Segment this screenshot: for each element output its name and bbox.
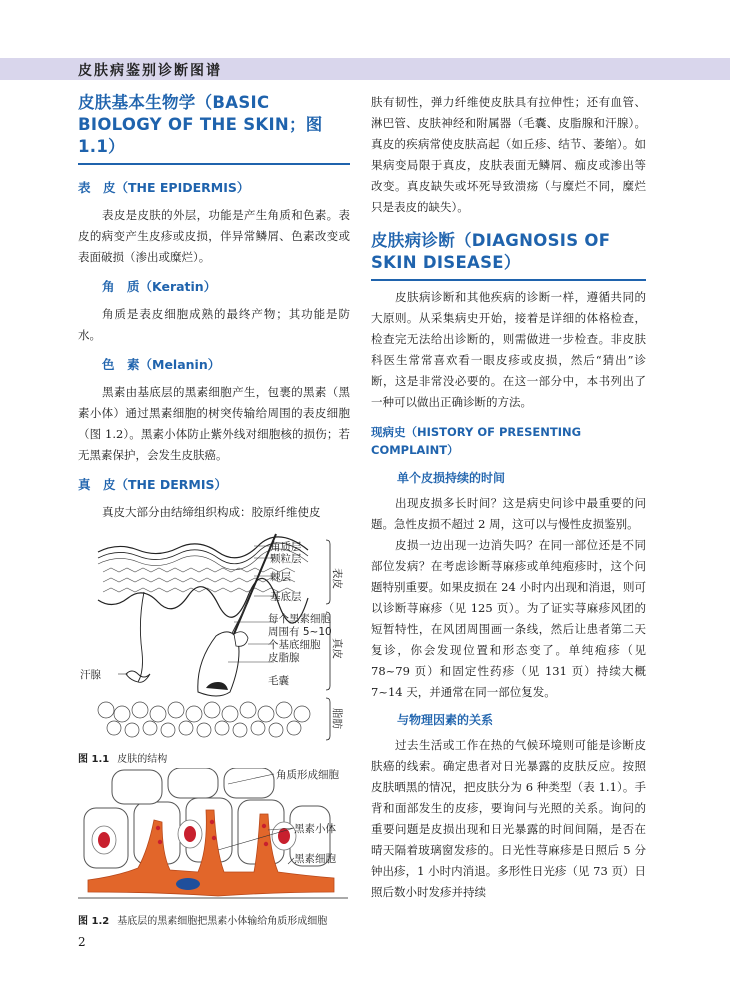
heading-melanin: 色 素（Melanin） — [102, 357, 221, 372]
paragraph-epidermis: 表皮是皮肤的外层，功能是产生角质和色素。表皮的病变产生皮疹或皮损，伴异常鳞屑、色素改变或表面破损（渗出或糜烂）。 — [78, 208, 350, 264]
label-hair-follicle: 毛囊 — [268, 675, 289, 687]
sweat-gland — [126, 592, 150, 682]
right-column — [371, 92, 646, 903]
paragraph-single-lesion-1: 出现皮损多长时间？这是病史问诊中最重要的问题。急性皮损不超过 2 周，这可以与慢性皮损鉴别。 — [371, 496, 646, 531]
melanocyte-nucleus — [176, 878, 200, 890]
page-number: 2 — [78, 935, 86, 949]
heading-history: 现病史（HISTORY OF PRESENTING COMPLAINT） — [371, 425, 582, 457]
label-melanocyte-line2: 周围有 5~10 — [268, 626, 332, 638]
label-sebaceous-gland: 皮脂腺 — [268, 652, 300, 664]
label-spinous-layer: 棘层 — [270, 571, 291, 583]
heading-keratin: 角 质（Keratin） — [102, 279, 217, 294]
figure-1-1-caption — [78, 750, 167, 765]
heading-single-lesion-duration: 单个皮损持续的时间 — [397, 471, 506, 485]
paragraph-keratin: 角质是表皮细胞成熟的最终产物；其功能是防水。 — [78, 307, 350, 342]
label-melanocyte: 黑素细胞 — [294, 853, 336, 865]
section-title-diagnosis: 皮肤病诊断（DIAGNOSIS OF SKIN DISEASE） — [371, 231, 611, 272]
figure-1-2-caption — [78, 912, 327, 927]
label-epidermis: 表皮 — [331, 568, 343, 589]
figure-1-2-text: 基底层的黑素细胞把黑素小体输给角质形成细胞 — [117, 916, 328, 927]
left-column — [78, 92, 350, 523]
paragraph-melanin: 黑素由基底层的黑素细胞产生，包裹的黑素（黑素小体）通过黑素细胞的树突传输给周围的表皮细胞（图 1.2）。黑素小体防止紫外线对细胞核的损伤；若无黑素保护，会发生皮肤癌。 — [78, 385, 350, 462]
heading-epidermis: 表 皮（THE EPIDERMIS） — [78, 180, 250, 195]
figure-1-1-text: 皮肤的结构 — [117, 754, 168, 765]
section-title-basic-biology: 皮肤基本生物学（BASIC BIOLOGY OF THE SKIN；图 1.1） — [78, 93, 323, 156]
figure-skin-structure — [78, 532, 353, 742]
label-sweat-gland: 汗腺 — [80, 669, 101, 681]
label-melanocyte-line3: 个基底细胞 — [268, 639, 321, 651]
figure-melanocyte-transfer — [78, 768, 358, 908]
sebaceous-gland — [234, 632, 248, 647]
figure-1-2-number: 图 1.2 — [78, 916, 110, 927]
label-fat: 脂肪 — [331, 708, 343, 729]
figure-1-1-number: 图 1.1 — [78, 754, 110, 765]
paragraph-dermis: 真皮大部分由结缔组织构成：胶原纤维使皮 — [102, 505, 321, 519]
paragraph-single-lesion-2: 皮损一边出现一边消失吗？在同一部位还是不同部位发病？在考虑诊断荨麻疹或单纯疱疹时，这个问题特别重要。如果皮损在 24 小时内出现和消退，则可以诊断荨麻疹（见 125 页）。为了证实荨麻疹风团的短暂特性，在风团周围画一条线，然后让患者第二天复诊，你会发现位置和形态变了。单纯疱疹（见 78~79 页）和固定性药疹（见 131 页）持续大概 7~14 天，并通常在同一部位复发。 — [371, 538, 646, 699]
label-keratinocyte: 角质形成细胞 — [276, 769, 339, 781]
label-melanocyte-line1: 每个黑素细胞 — [268, 613, 331, 625]
label-stratum-corneum: 角质层 — [270, 541, 302, 553]
running-header-title: 皮肤病鉴别诊断图谱 — [78, 63, 222, 79]
label-granular-layer: 颗粒层 — [270, 553, 302, 565]
paragraph-diagnosis: 皮肤病诊断和其他疾病的诊断一样，遵循共同的大原则。从采集病史开始，接着是详细的体格检查，检查完无法给出诊断的，则需做进一步检查。非皮肤科医生常常喜欢看一眼皮疹或皮损，然后“猜出”诊断，这是非常没必要的。在这一部分中，本书列出了一种可以做出正确诊断的方法。 — [371, 290, 646, 409]
heading-physical-factors: 与物理因素的关系 — [397, 713, 494, 727]
paragraph-dermis-continued: 肤有韧性，弹力纤维使皮肤具有拉伸性；还有血管、淋巴管、皮肤神经和附属器（毛囊、皮脂腺和汗腺）。真皮的疾病常使皮肤高起（如丘疹、结节、萎缩）。如果病变局限于真皮，皮肤表面无鳞屑、痂皮或渗出等改变。真皮缺失或坏死导致溃疡（与糜烂不同，糜烂只是表皮的缺失）。 — [371, 95, 646, 214]
fat-lobules — [98, 702, 310, 737]
label-melanosome: 黑素小体 — [294, 823, 336, 835]
heading-dermis: 真 皮（THE DERMIS） — [78, 477, 228, 492]
label-basal-layer: 基底层 — [270, 591, 302, 603]
label-dermis: 真皮 — [331, 638, 343, 659]
paragraph-physical-factors: 过去生活或工作在热的气候环境则可能是诊断皮肤癌的线索。确定患者对日光暴露的皮肤反应。按照皮肤晒黑的情况，把皮肤分为 6 种类型（表 1.1）。手背和面部发生的皮疹，要询问与光照的关系。询问的重要问题是皮损出现和日光暴露的时间间隔，是否在晴天隔着玻璃窗发疹的。日光性荨麻疹是日照后 5 分钟出疹，1 小时内消退。多形性日光疹（见 73 页）日照后数小时发疹并持续 — [371, 738, 646, 899]
